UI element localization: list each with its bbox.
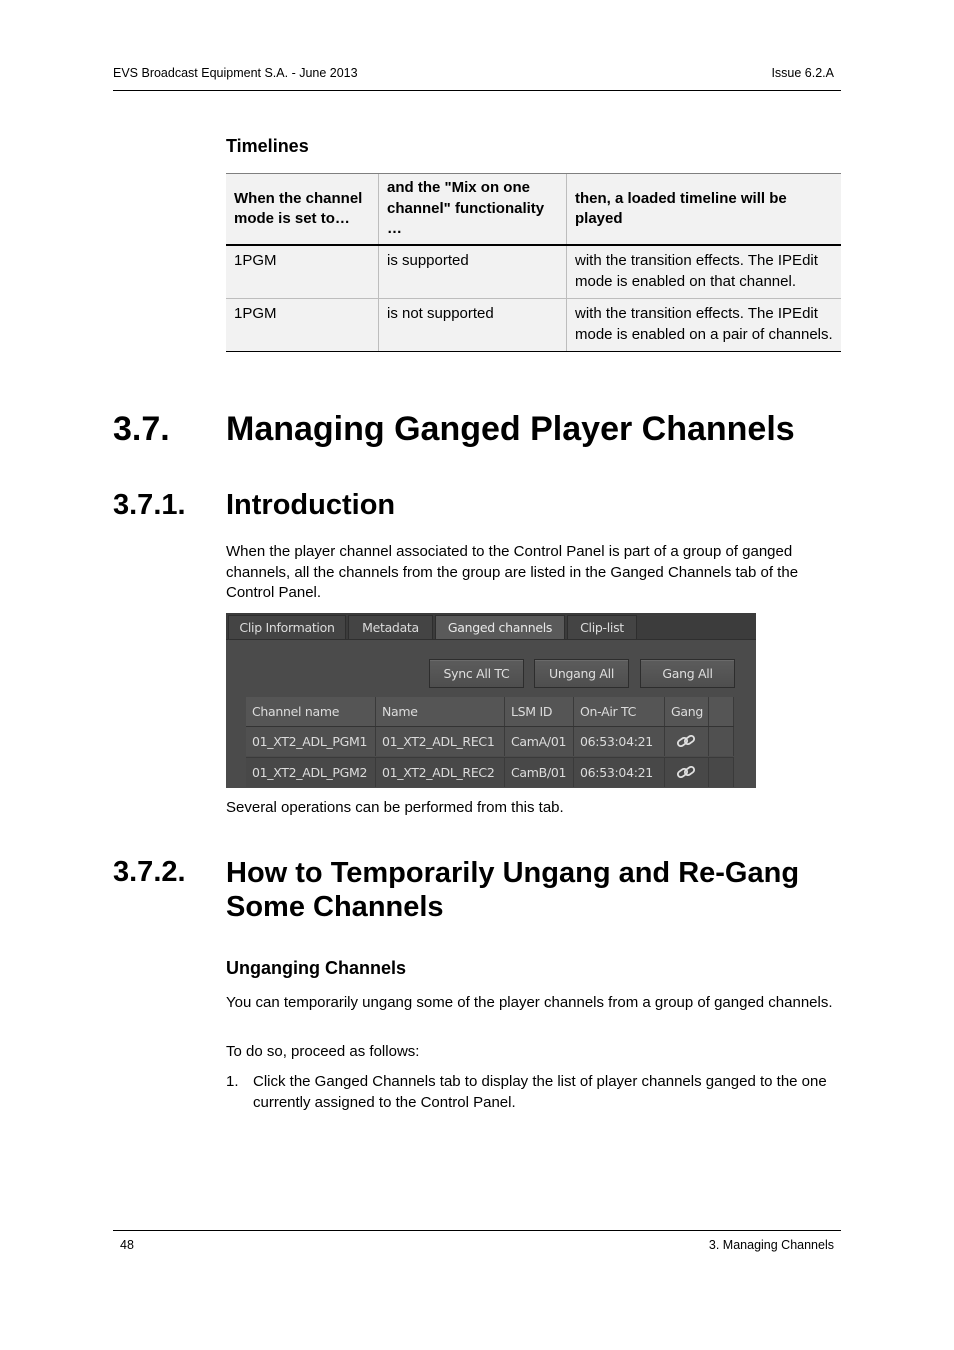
unganging-heading: Unganging Channels: [226, 958, 406, 978]
column-header-spacer: [709, 697, 734, 726]
column-header-channel-name[interactable]: Channel name: [246, 697, 376, 726]
step-number: 1.: [226, 1073, 239, 1090]
lsm-id-cell: CamA/01: [505, 727, 574, 756]
table-cell: is supported: [379, 245, 567, 299]
gang-all-button[interactable]: Gang All: [640, 659, 735, 688]
tab-clip-list[interactable]: Clip-list: [567, 615, 637, 639]
subsection-title: How to Temporarily Ungang and Re-Gang Some Channels: [226, 857, 800, 923]
tab-bar: [226, 613, 756, 640]
table-cell: with the transition effects. The IPEdit mode is enabled on that channel.: [567, 245, 842, 299]
running-header-left: EVS Broadcast Equipment S.A. - June 2013: [113, 66, 358, 80]
column-header-name[interactable]: Name: [376, 697, 505, 726]
column-header-on-air-tc[interactable]: On-Air TC: [574, 697, 665, 726]
running-header-right: Issue 6.2.A: [771, 66, 834, 80]
name-cell: 01_XT2_ADL_REC1: [376, 727, 505, 756]
gang-cell: [665, 758, 709, 787]
intro-paragraph: When the player channel associated to the Control Panel is part of a group of ganged channels, all the channels from the group are listed in the Ganged Channels tab of the Control Panel.: [226, 543, 799, 601]
header-rule: [113, 90, 841, 91]
subsection-title: Introduction: [226, 489, 396, 521]
paragraph: To do so, proceed as follows:: [226, 1043, 420, 1060]
table-row: [226, 299, 841, 352]
link-icon[interactable]: [676, 765, 696, 780]
ungang-all-button[interactable]: Ungang All: [534, 659, 629, 688]
channel-name-cell: 01_XT2_ADL_PGM2: [246, 758, 376, 787]
lsm-id-cell: CamB/01: [505, 758, 574, 787]
paragraph: You can temporarily ungang some of the player channels from a group of ganged channels.: [226, 994, 833, 1011]
name-cell: 01_XT2_ADL_REC2: [376, 758, 505, 787]
on-air-tc-cell: 06:53:04:21: [574, 727, 665, 756]
subsection-number: 3.7.2.: [113, 856, 186, 888]
subsection-number: 3.7.1.: [113, 489, 186, 521]
table-cell: 1PGM: [226, 299, 379, 352]
step-text: Click the Ganged Channels tab to display the list of player channels ganged to the one currently assigned to the Control Panel.: [253, 1073, 827, 1111]
tab-clip-information[interactable]: Clip Information: [228, 615, 346, 639]
table-header-row: [226, 174, 841, 246]
channel-name-cell: 01_XT2_ADL_PGM1: [246, 727, 376, 756]
section-title: Managing Ganged Player Channels: [226, 410, 795, 448]
timelines-table: [226, 173, 841, 352]
after-screenshot-paragraph: Several operations can be performed from this tab.: [226, 799, 564, 816]
footer-rule: [113, 1230, 841, 1231]
column-header: then, a loaded timeline will be played: [567, 174, 842, 246]
row-spacer: [709, 758, 734, 787]
row-spacer: [709, 727, 734, 756]
section-number: 3.7.: [113, 410, 170, 448]
column-header: When the channel mode is set to…: [226, 174, 379, 246]
table-cell: 1PGM: [226, 245, 379, 299]
grid-header-row: [246, 697, 734, 727]
column-header-gang[interactable]: Gang: [665, 697, 709, 726]
gang-cell: [665, 727, 709, 756]
table-row[interactable]: [246, 757, 734, 787]
table-row: [226, 245, 841, 299]
tab-metadata[interactable]: Metadata: [348, 615, 433, 639]
link-icon[interactable]: [676, 734, 696, 749]
ganged-channels-screenshot: [226, 613, 756, 788]
column-header-lsm-id[interactable]: LSM ID: [505, 697, 574, 726]
tab-ganged-channels[interactable]: Ganged channels: [435, 615, 565, 639]
timelines-heading: Timelines: [226, 136, 309, 156]
table-cell: is not supported: [379, 299, 567, 352]
column-header: and the "Mix on one channel" functionality …: [379, 174, 567, 246]
chapter-footer: 3. Managing Channels: [708, 1238, 834, 1252]
sync-all-tc-button[interactable]: Sync All TC: [429, 659, 524, 688]
table-cell: with the transition effects. The IPEdit mode is enabled on a pair of channels.: [567, 299, 842, 352]
table-row[interactable]: [246, 727, 734, 756]
on-air-tc-cell: 06:53:04:21: [574, 758, 665, 787]
page-number: 48: [120, 1238, 134, 1252]
